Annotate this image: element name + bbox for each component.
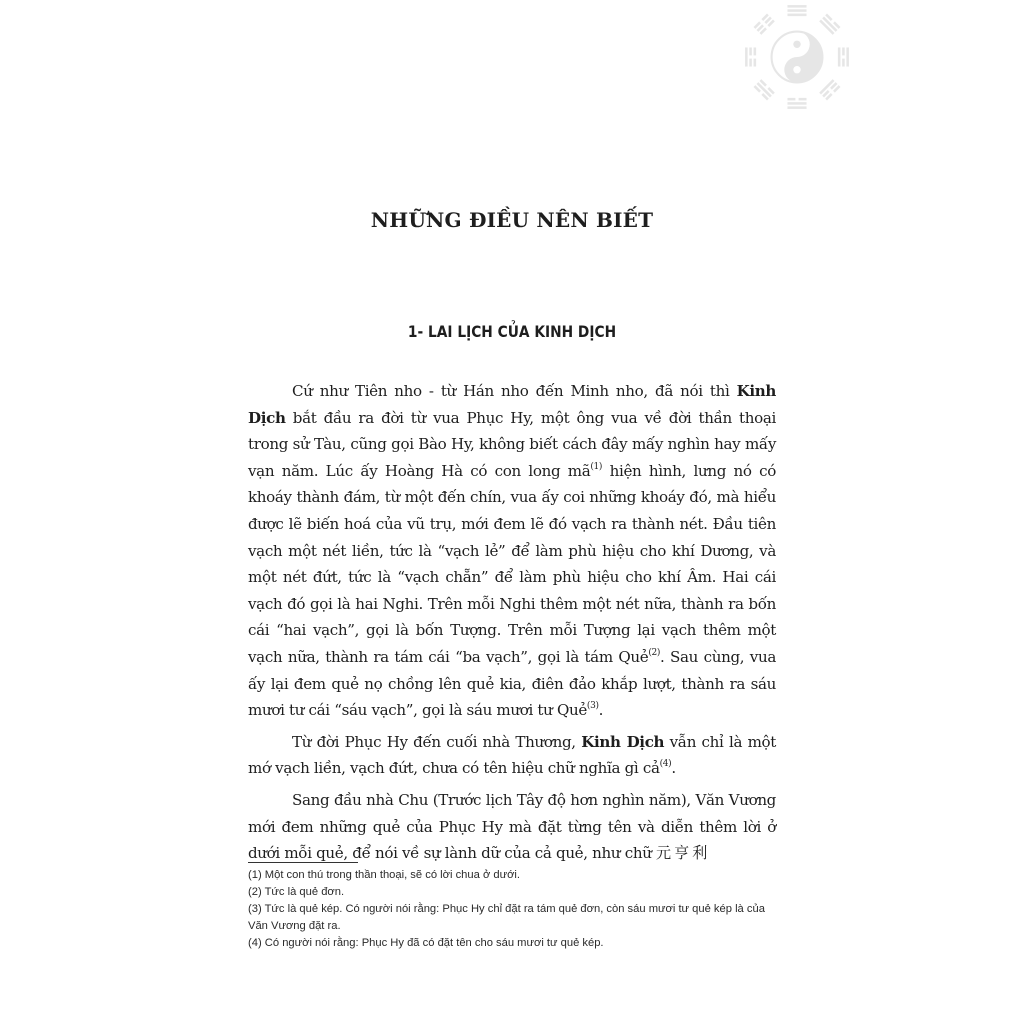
chinese-characters: 元亨利 <box>656 844 711 863</box>
footnotes <box>248 867 778 952</box>
footnote-item: (4) Có người nói rằng: Phục Hy đã có đặt tên cho sáu mươi tư quẻ kép. <box>248 937 604 949</box>
footnote-item: (2) Tức là quẻ đơn. <box>248 886 345 898</box>
footnote-divider <box>248 862 358 863</box>
footnote-item: (1) Một con thú trong thần thoại, sẽ có lời chua ở dưới. <box>248 869 521 881</box>
section-heading: 1- LAI LỊCH CỦA KINH DỊCH <box>407 322 617 341</box>
paragraph-2: Từ đời Phục Hy đến cuối nhà Thương, Kinh Dịch vẫn chỉ là một mớ vạch liền, vạch đứt, chưa có tên hiệu chữ nghĩa gì cả$^{(4)}$. <box>248 732 776 778</box>
footnote-ref[interactable]: (1) <box>590 461 603 472</box>
book-title: Kinh Dịch <box>581 732 665 751</box>
paragraph-1: Cứ như Tiên nho - từ Hán nho đến Minh nho, đã nói thì Kinh Dịch bắt đầu ra đời từ vua Phục Hy, một ông vua về đời thần thoại trong sử Tàu, cũng gọi Bào Hy, không biết cách đây mấy nghìn hay mấy vạn năm. Lúc ấy Hoàng Hà có con long $mã^{(1)}$ hiện hình, lưng nó có khoáy thành đám, từ một đến chín, vua ấy coi những khoáy đó, mà hiểu được lẽ biến hoá của vũ trụ, mới đem lẽ đó vạch ra thành nét. Đầu tiên vạch một nét liền, tức là “vạch lẻ” để làm phù hiệu cho khí Dương, và một nét đứt, tức là “vạch chẵn” để làm phù hiệu cho khí Âm. Hai cái vạch đó gọi là hai Nghi. Trên mỗi Nghi thêm một nét nữa, thành ra bốn cái “hai vạch”, gọi là bốn Tượng. Trên mỗi Tượng lại vạch thêm một vạch nữa, thành ra tám cái “ba vạch”, gọi là tám Quẻ$^{(2)}$. Sau cùng, vua ấy lại đem quẻ nọ chồng lên quẻ kia, điên đảo khắp lượt, thành ra sáu mươi tư cái “sáu vạch”, gọi là sáu mươi tư Quẻ$^{(3)}$. <box>248 382 776 720</box>
page-title: NHỮNG ĐIỀU NÊN BIẾT <box>370 208 654 232</box>
footnote-ref[interactable]: (2) <box>648 647 661 658</box>
footnote-ref[interactable]: (4) <box>659 759 672 770</box>
paragraph-3: Sang đầu nhà Chu (Trước lịch Tây độ hơn nghìn năm), Văn Vương mới đem những quẻ của Phục Hy mà đặt từng tên và diễn thêm lời ở dưới mỗi quẻ, để nói về sự lành dữ của cả quẻ, như chữ 元亨利 <box>248 790 776 863</box>
body-text <box>248 378 776 872</box>
book-title: Kinh Dịch <box>248 382 776 427</box>
footnote-ref[interactable]: (3) <box>586 701 599 712</box>
yin-yang-bagua-icon <box>744 4 850 110</box>
footnote-item: (3) Tức là quẻ kép. Có người nói rằng: Phục Hy chỉ đặt ra tám quẻ đơn, còn sáu mươi tư quẻ kép là của Văn Vương đặt ra. <box>248 903 765 932</box>
